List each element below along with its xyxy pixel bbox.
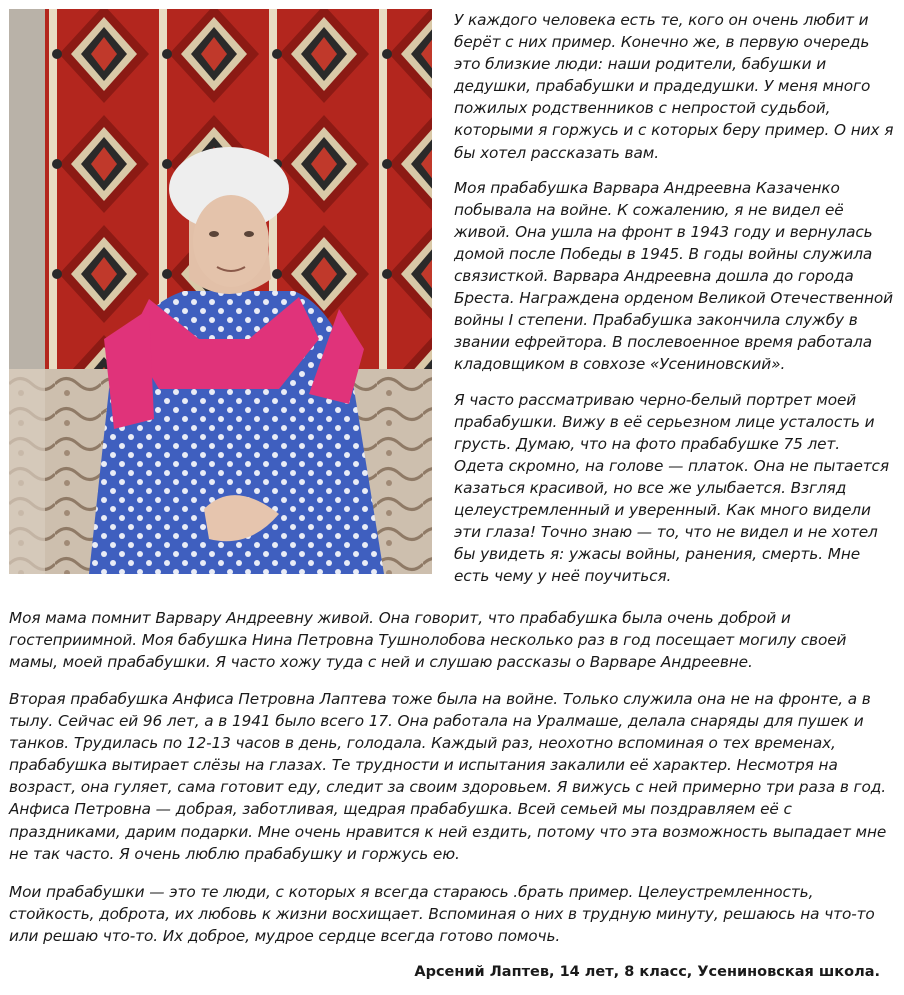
paragraph-5: Вторая прабабушка Анфиса Петровна Лаптева тоже была на войне. Только служила она не на фронте, а в тылу. Сейчас ей 96 лет, а в 1941 было всего 17. Она работала на Уралмаше, делала снаряды для пушек и танков. Трудилась по 12-13 часов в день, голодала. Каждый раз, неохотно вспоминая о тех временах, прабабушка вытирает слёзы на глазах. Те трудности и испытания закалили её характер. Несмотря на возраст, она гуляет, сама готовит еду, следит за своим здоровьем. Я вижусь с ней примерно три раза в год. Анфиса Петровна — добрая, заботливая, щедрая прабабушка. Всей семьей мы поздравляем её с праздниками, дарим подарки. Мне очень нравится к ней ездить, потому что эта возможность выпадает мне не так часто. Я очень люблю прабабушку и горжусь ею. [9,690,887,863]
author-signature: Арсений Лаптев, 14 лет, 8 класс, Усениновская школа. [414,964,880,980]
paragraph-1: У каждого человека есть те, кого он очень любит и берёт с них пример. Конечно же, в первую очередь это близкие люди: наши родители, бабушки и дедушки, прабабушки и прадедушки. У меня много пожилых родственников с непростой судьбой, которыми я горжусь и с которых беру пример. О них я бы хотел рассказать вам. [454,11,894,162]
paragraph-2: Моя прабабушка Варвара Андреевна Казаченко побывала на войне. К сожалению, я не видел её живой. Она ушла на фронт в 1943 году и вернулась домой после Победы в 1945. В годы войны служила связисткой. Варвара Андреевна дошла до города Бреста. Награждена орденом Великой Отечественной войны I степени. Прабабушка закончила службу в звании ефрейтора. В послевоенное время работала кладовщиком в совхозе «Усениновский». [454,178,893,374]
right-column [454,9,894,600]
paragraph-3: Я часто рассматриваю черно-белый портрет моей прабабушки. Вижу в её серьезном лице усталость и грусть. Думаю, что на фото прабабушке 75 лет. Одета скромно, на голове — платок. Она не пытается казаться красивой, но все же улыбается. Взгляд целеустремленный и уверенный. Как много видели эти глаза! Точно знаю — то, что не видел и не хотел бы увидеть я: ужасы войны, ранения, смерть. Мне есть чему у неё поучиться. [454,390,889,586]
paragraph-6: Мои прабабушки — это те люди, с которых я всегда стараюсь .брать пример. Целеустремленность, стойкость, доброта, их любовь к жизни восхищает. Вспоминая о них в трудную минуту, решаюсь на что-то или решаю что-то. Их доброе, мудрое сердце всегда готово помочь. [9,883,875,946]
paragraph-4: Моя мама помнит Варвару Андреевну живой. Она говорит, что прабабушка была очень доброй и гостеприимной. Моя бабушка Нина Петровна Тушнолобова несколько раз в год посещает могилу своей мамы, моей прабабушки. Я часто хожу туда с ней и слушаю рассказы о Варваре Андреевне. [9,609,847,672]
article-photo [9,9,432,574]
